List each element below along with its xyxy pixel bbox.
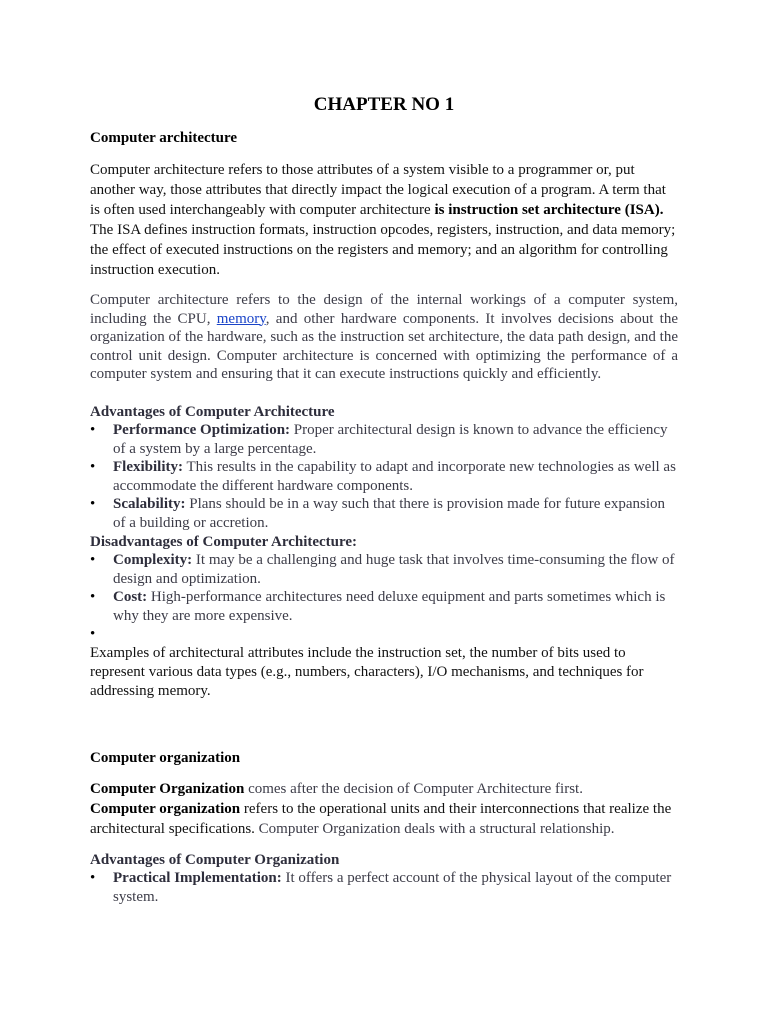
- list-item-text: High-performance architectures need deluxe equipment and parts sometimes which is why they are more expensive.: [113, 589, 666, 624]
- organization-paragraph: [90, 779, 678, 839]
- org-bold-2: Computer organization: [90, 801, 241, 817]
- advantages-organization-list: [90, 869, 678, 906]
- bullet-icon: •: [90, 626, 96, 643]
- para1-bold: is instruction set architecture (ISA).: [434, 202, 664, 218]
- bullet-icon: •: [90, 496, 96, 513]
- architecture-paragraph-2: [90, 291, 678, 384]
- para2-text-a: Computer architecture refers to the design of the internal workings of a computer system, including the CPU,: [90, 292, 678, 327]
- advantages-architecture-list: [90, 421, 678, 533]
- list-item-text: It offers a perfect account of the physical layout of the computer system.: [113, 870, 672, 905]
- advantages-organization-heading: Advantages of Computer Organization: [90, 852, 340, 868]
- disadvantages-architecture-heading: Disadvantages of Computer Architecture:: [90, 534, 358, 550]
- org-text-3: Computer Organization deals with a structural relationship.: [258, 821, 615, 837]
- list-item: [90, 495, 678, 532]
- list-item-term: Flexibility:: [113, 459, 183, 476]
- bullet-icon: •: [90, 459, 96, 476]
- list-item: [90, 551, 678, 588]
- list-item-term: Complexity:: [113, 552, 193, 568]
- list-item-text: Plans should be in a way such that there is provision made for future expansion of a building or accretion.: [113, 496, 665, 531]
- list-item-text: Proper architectural design is known to advance the efficiency of a system by a large percentage.: [113, 422, 668, 457]
- org-bold-1: Computer Organization: [90, 781, 245, 797]
- para1-text-b: The ISA defines instruction formats, instruction opcodes, registers, instruction, and data memory; the effect of executed instructions on the registers and memory; and an algorithm for controlling instruction execution.: [90, 222, 676, 278]
- bullet-icon: •: [90, 870, 96, 886]
- examples-paragraph: Examples of architectural attributes include the instruction set, the number of bits used to represent various data types (e.g., numbers, characters), I/O mechanisms, and techniques for addressing memory.: [90, 645, 644, 699]
- architecture-paragraph-1: [90, 160, 678, 280]
- list-item-text: It may be a challenging and huge task that involves time-consuming the flow of design and optimization.: [113, 552, 675, 587]
- chapter-title: CHAPTER NO 1: [313, 94, 455, 115]
- section-heading-architecture: Computer architecture: [90, 130, 238, 146]
- section-heading-organization: Computer organization: [90, 750, 241, 766]
- list-item-term: Performance Optimization:: [113, 422, 291, 438]
- org-text-1: comes after the decision of Computer Architecture first.: [244, 781, 583, 797]
- list-item: [90, 869, 678, 906]
- bullet-icon: •: [90, 589, 96, 606]
- list-item-term: Cost:: [113, 589, 148, 606]
- list-item-term: Practical Implementation:: [113, 870, 282, 886]
- para1-text-a: Computer architecture refers to those attributes of a system visible to a programmer or, put another way, those attributes that directly impact the logical execution of a program. A term that is often used interchangeably with computer architecture: [90, 162, 666, 218]
- list-item-term: Scalability:: [113, 496, 186, 513]
- list-item: [90, 458, 678, 495]
- bullet-icon: •: [90, 422, 96, 438]
- para2-text-b: , and other hardware components. It involves decisions about the organization of the hardware, such as the instruction set architecture, the data path design, and the control unit design. Computer architecture is concerned with optimizing the performance of a computer system and ensuring that it can execute instructions quickly and efficiently.: [90, 310, 678, 383]
- disadvantages-architecture-list: [90, 551, 678, 644]
- advantages-architecture-heading: Advantages of Computer Architecture: [90, 404, 335, 420]
- bullet-icon: •: [90, 552, 96, 568]
- list-item-text: [113, 626, 117, 642]
- org-text-2: refers to the operational units and their interconnections that realize the architectural specifications.: [90, 801, 672, 837]
- list-item: [90, 588, 678, 625]
- list-item: [90, 421, 678, 458]
- list-item-empty: [90, 625, 678, 644]
- list-item-text: This results in the capability to adapt and incorporate new technologies as well as accommodate the different hardware components.: [113, 459, 676, 494]
- memory-link[interactable]: memory: [216, 310, 266, 327]
